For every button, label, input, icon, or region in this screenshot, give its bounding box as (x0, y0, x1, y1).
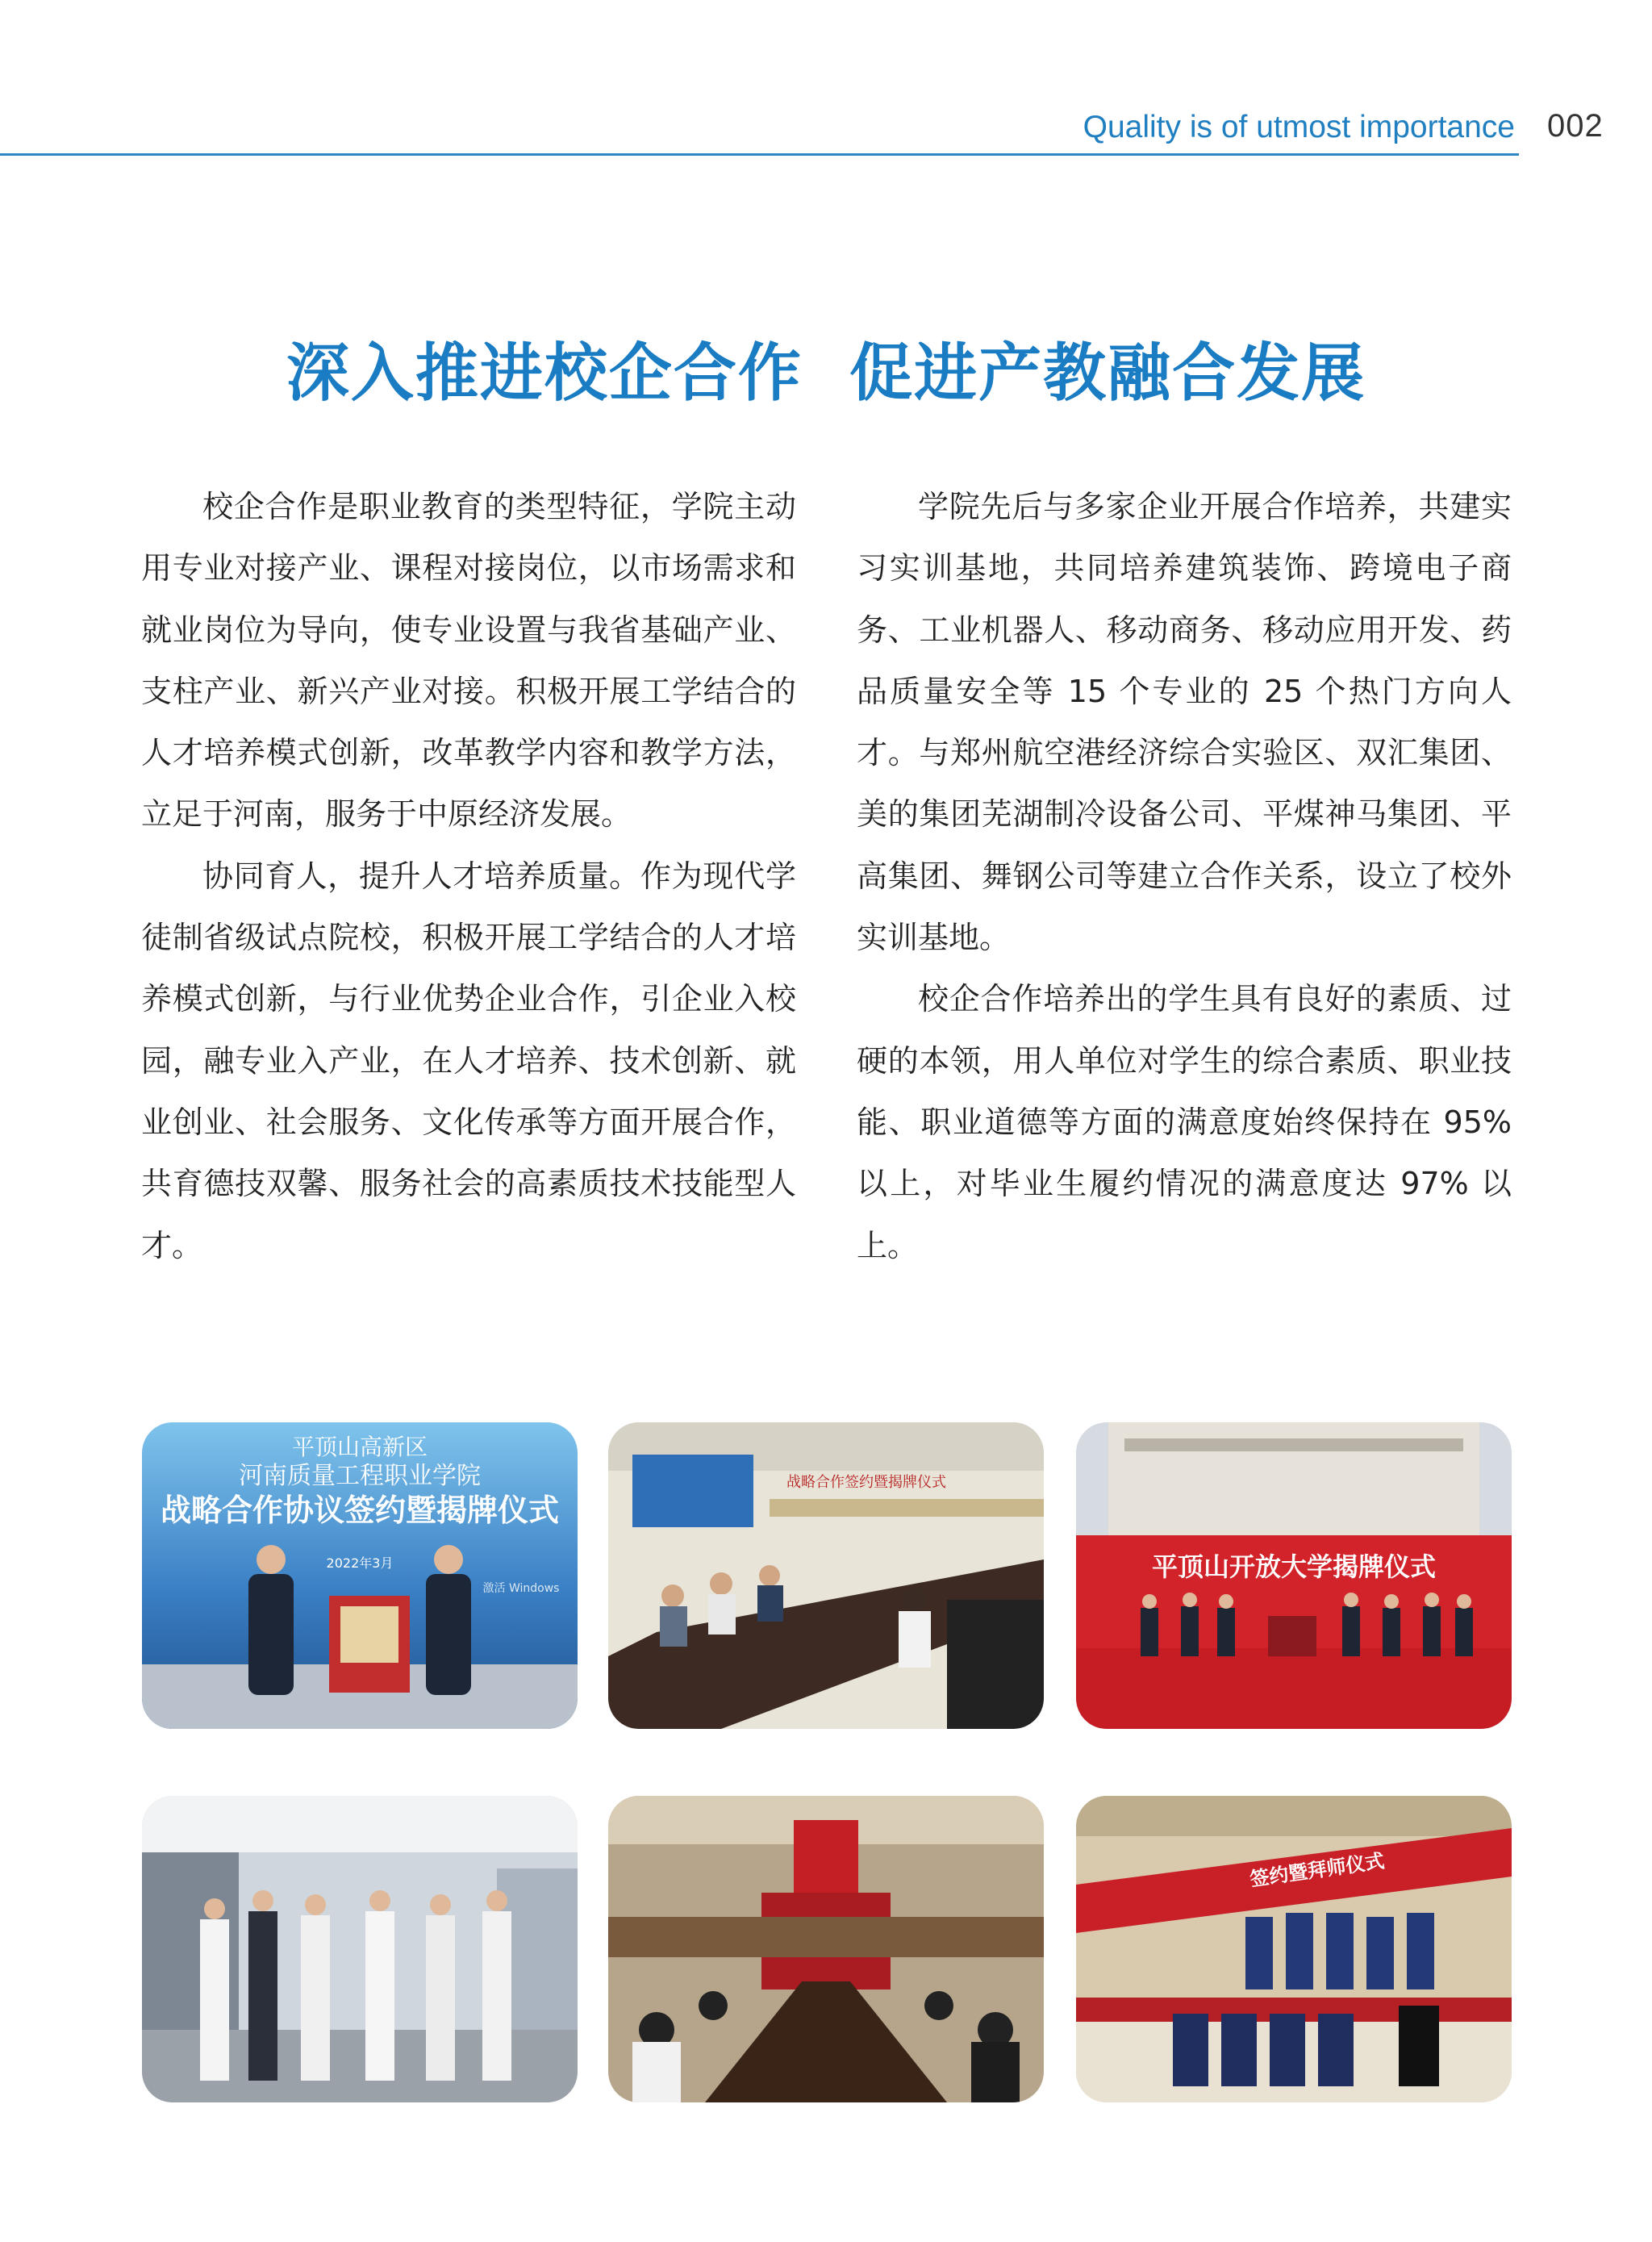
photo-signing-ceremony (142, 1422, 578, 1729)
photo-caption-line2: 河南质量工程职业学院 (239, 1462, 481, 1490)
photo-watermark: 激活 Windows (482, 1582, 560, 1595)
header-tagline: Quality is of utmost importance (1083, 110, 1515, 144)
photo-caption-date: 2022年3月 (326, 1555, 394, 1571)
paragraph: 学院先后与多家企业开展合作培养，共建实习实训基地，共同培养建筑装饰、跨境电子商务、工业机器人、移动商务、移动应用开发、药品质量安全等 15 个专业的 25 个热门方向人才。与郑州航空港经济综合实验区、双汇集团、美的集团芜湖制冷设备公司、平煤神马集团、平高集团、舞钢公司等建立合作关系，设立了校外实训基地。 (857, 489, 1512, 956)
photo-apprentice-ceremony (1076, 1796, 1512, 2102)
photo-banner: 平顶山开放大学揭牌仪式 (1151, 1551, 1437, 1582)
right-column (857, 476, 1512, 1276)
left-column (141, 476, 796, 1276)
photo-factory-visit (142, 1796, 578, 2102)
page-title: 深入推进校企合作 促进产教融合发展 (286, 337, 1366, 410)
header-rule (0, 153, 1519, 156)
photo-outdoor-ceremony (1076, 1422, 1512, 1729)
photo-caption-line3: 战略合作协议签约暨揭牌仪式 (160, 1493, 560, 1528)
photo-banner: 签约暨拜师仪式 (1248, 1849, 1387, 1891)
paragraph: 校企合作培养出的学生具有良好的素质、过硬的本领，用人单位对学生的综合素质、职业技能、职业道德等方面的满意度始终保持在 95% 以上，对毕业生履约情况的满意度达 97% 以上。 (857, 981, 1512, 1263)
photo-conference (608, 1796, 1044, 2102)
paragraph: 协同育人，提升人才培养质量。作为现代学徒制省级试点院校，积极开展工学结合的人才培养模式创新，与行业优势企业合作，引企业入校园，融专业入产业，在人才培养、技术创新、就业创业、社会服务、文化传承等方面开展合作，共育德技双馨、服务社会的高素质技术技能型人才。 (141, 858, 796, 1263)
paragraph: 校企合作是职业教育的类型特征，学院主动用专业对接产业、课程对接岗位，以市场需求和就业岗位为导向，使专业设置与我省基础产业、支柱产业、新兴产业对接。积极开展工学结合的人才培养模式创新，改革教学内容和教学方法，立足于河南，服务于中原经济发展。 (141, 489, 796, 833)
photo-meeting-room (608, 1422, 1044, 1729)
page-number: 002 (1547, 108, 1604, 144)
photo-caption-line1: 平顶山高新区 (291, 1434, 428, 1460)
photo-banner: 战略合作签约暨揭牌仪式 (786, 1474, 946, 1491)
